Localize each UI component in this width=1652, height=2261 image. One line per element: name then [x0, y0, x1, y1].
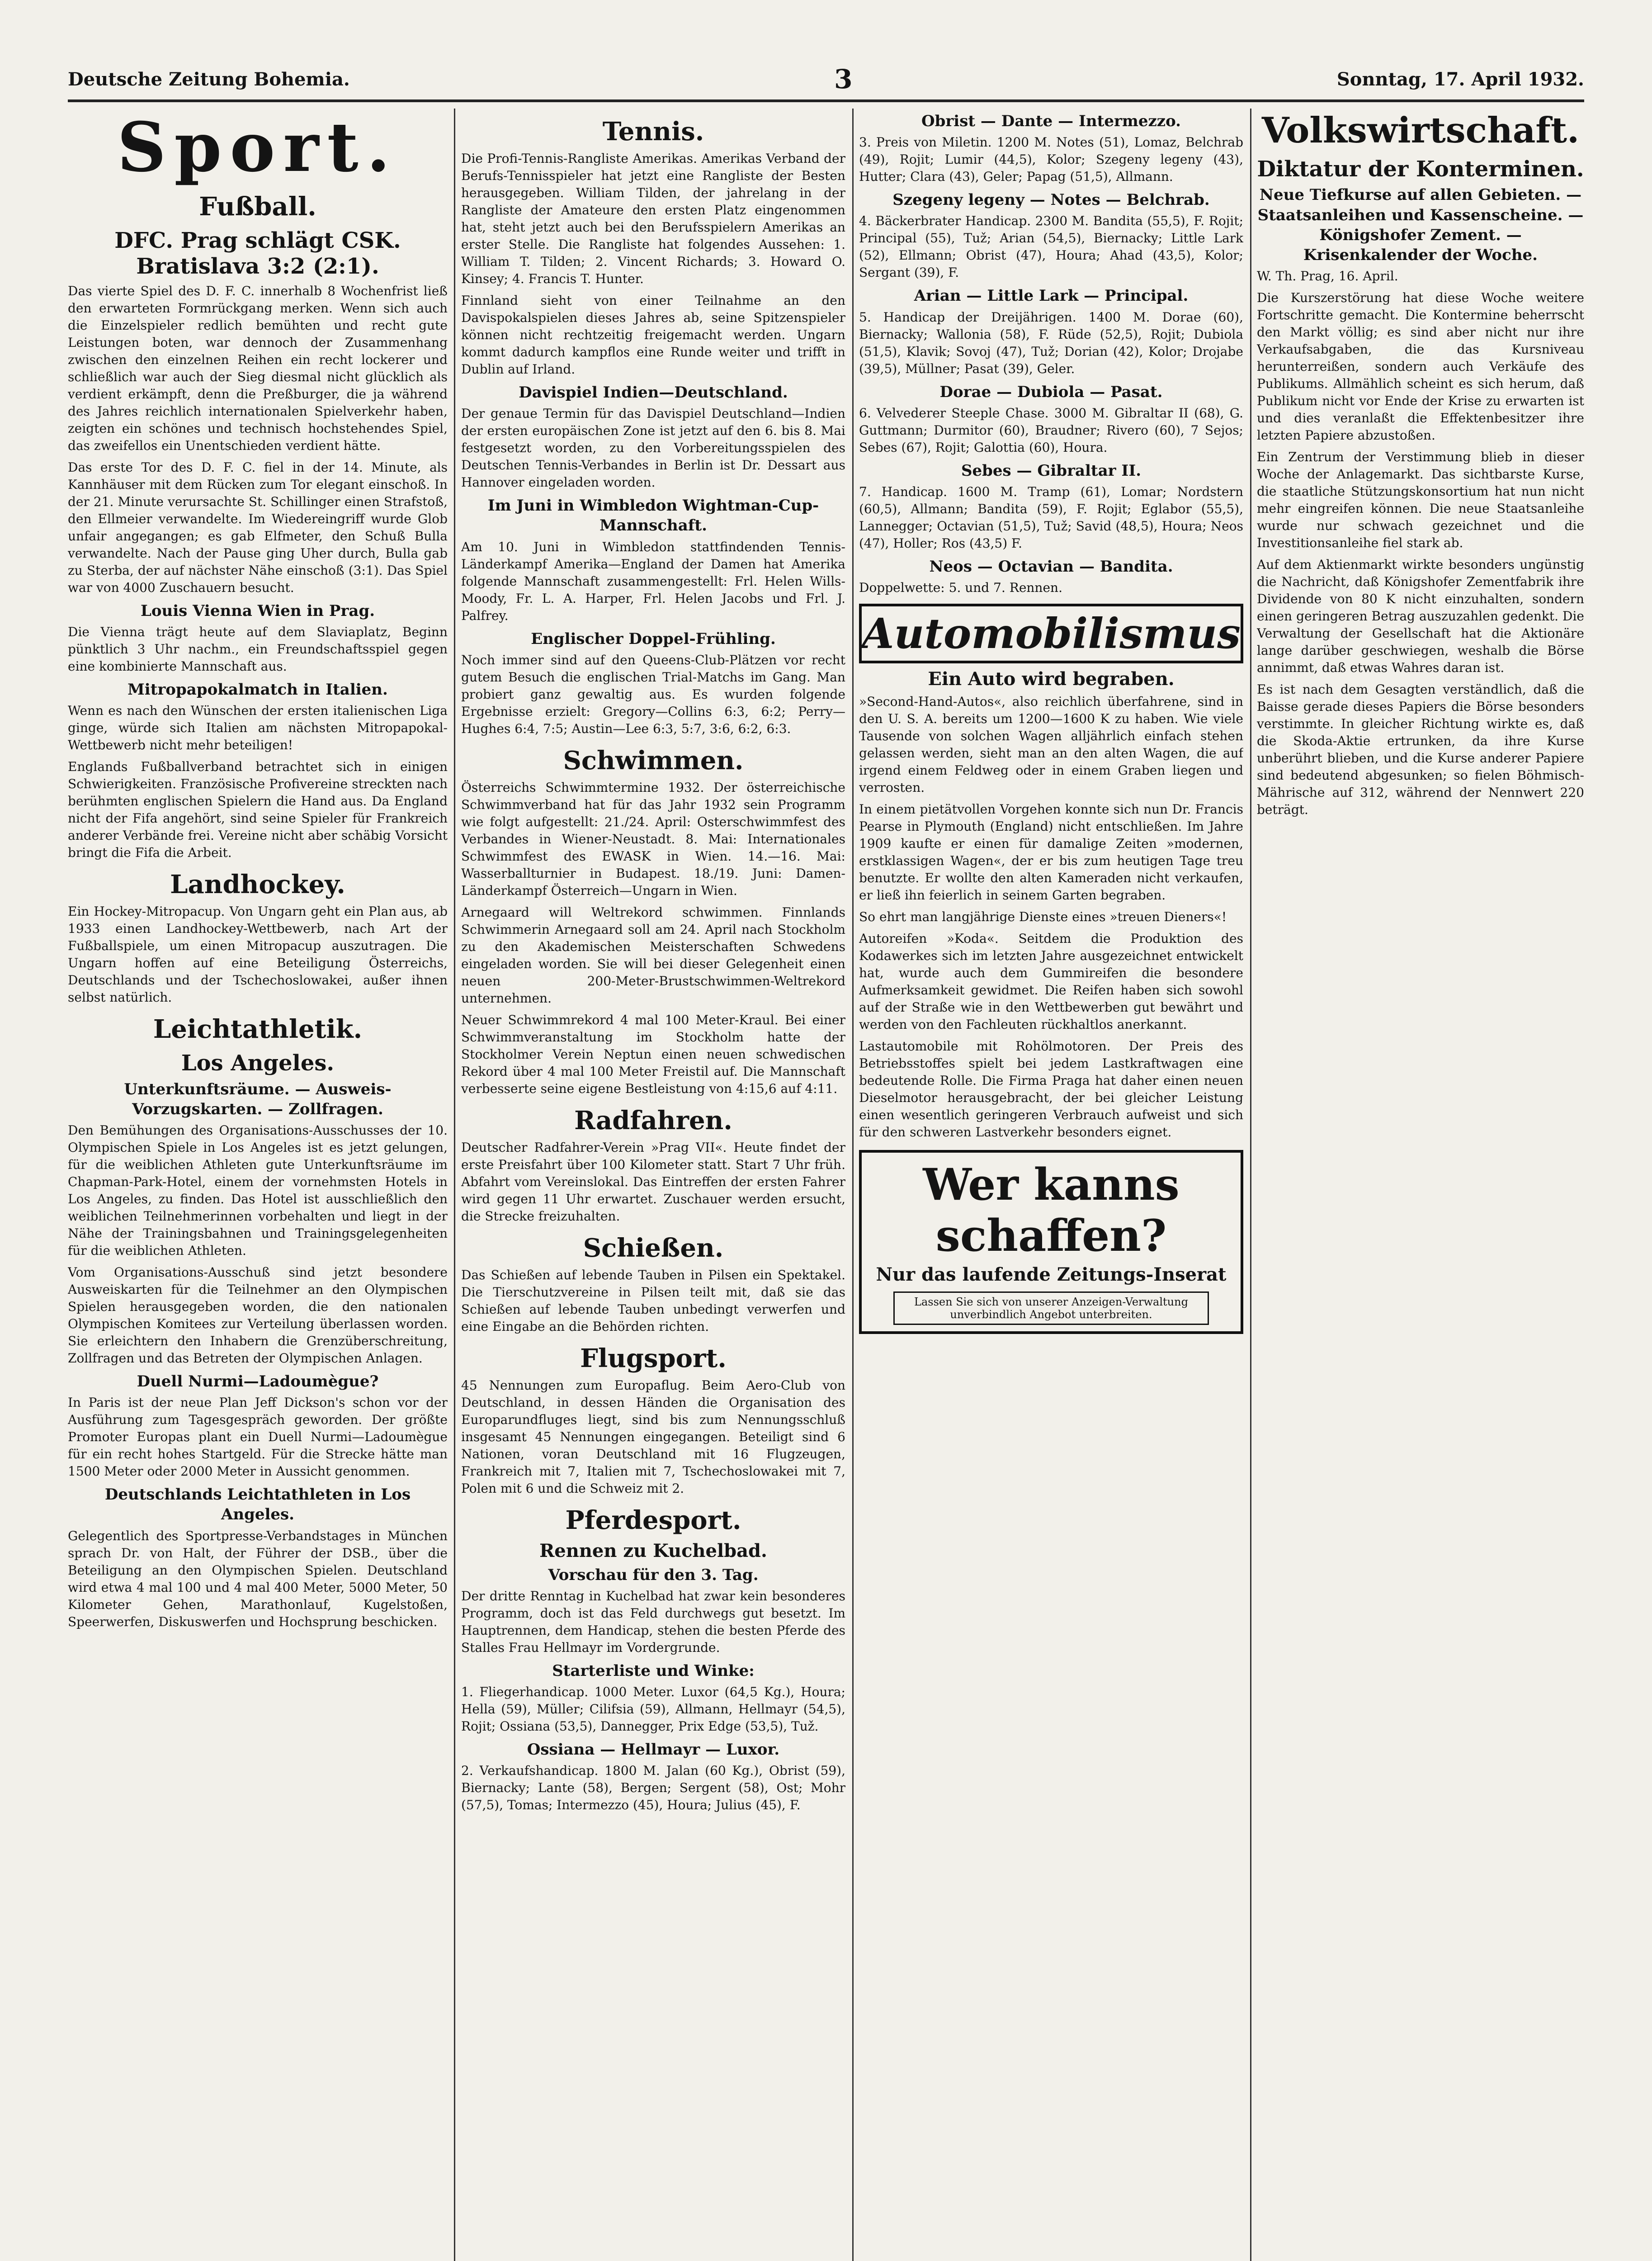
article-paragraph: Englands Fußballverband betrachtet sich in einigen Schwierigkeiten. Französische Profivereine streckten nach berühmten englischen Spielern die Hand aus. Da England nicht der Fifa angehört, sind seine Spieler für Frankreich anderer Verbände frei. Vereine nicht aber schäbig Vorsicht bringt die Fifa die Arbeit.	[68, 759, 448, 861]
race-tip: Ossiana — Hellmayr — Luxor.	[527, 1741, 780, 1759]
subheading: Deutschlands Leichtathleten in Los Angeles.	[104, 1485, 411, 1524]
column-tennis	[461, 109, 845, 2261]
article-paragraph: Österreichs Schwimmtermine 1932. Der österreichische Schwimmverband hat für das Jahr 1932 sein Programm wie folgt aufgestellt: 21./24. April: Osterschwimmfest des Verbandes in Wiener-Neustadt. 8. Mai: Internationales Schwimmfest des EWASK in Wien. 14.—16. Mai: Wasserballturnier in Budapest. 18./19. Juni: Damen-Länderkampf Österreich—Ungarn in Wien.	[461, 780, 845, 898]
article-paragraph: Es ist nach dem Gesagten verständlich, daß die Baisse gerade dieses Papiers die Börse besonders verstimmte. In gleicher Richtung wirkte es, daß die Skoda-Aktie ertrunken, da ihre Kurse unberührt blieben, und die Kurse anderer Papiere sind bedeutend abgesunken; so fielen Böhmisch-Mährische auf 312, während der Nennwert 220 beträgt.	[1257, 682, 1584, 818]
heading-flugsport: Flugsport.	[580, 1343, 727, 1373]
dateline: W. Th. Prag, 16. April.	[1257, 269, 1398, 284]
article-paragraph: In Paris ist der neue Plan Jeff Dickson's schon vor der Ausführung zum Tagesgespräch geworden. Der größte Promoter Europas plant ein Duell Nurmi—Ladoumègue für ein recht hohes Startgeld. Für die Strecke hätte man 1500 Meter oder 2000 Meter in Aussicht genommen.	[68, 1395, 448, 1479]
article-paragraph: Noch immer sind auf den Queens-Club-Plätzen vor recht gutem Besuch die englischen Trial-Matchs im Gang. Man probiert ganz gewaltig aus. Es wurden folgende Ergebnisse erzielt: Gregory—Collins 6:3, 6:2; Perry—Hughes 6:4, 7:5; Austin—Lee 6:3, 5:7, 3:6, 6:2, 6:3.	[461, 652, 845, 736]
article-paragraph: Vom Organisations-Ausschuß sind jetzt besondere Ausweiskarten für die Teilnehmer an den Olympischen Spielen herausgegeben worden, die den nationalen Olympischen Komitees zur Verteilung überlassen worden. Sie erleichtern den Inhabern die Grenzüberschreitung, Zollfragen und das Betreten der Olympischen Anlagen.	[68, 1265, 448, 1366]
subheading: Neue Tiefkurse auf allen Gebieten. — Staatsanleihen und Kassenscheine. — Königshofer Zement. — Krisenkalender der Woche.	[1257, 186, 1584, 264]
article-paragraph: Neuer Schwimmrekord 4 mal 100 Meter-Kraul. Bei einer Schwimmveranstaltung im Stockholm hatte der Stockholmer Verein Neptun einen neuen schwedischen Rekord über 4 mal 100 Meter Freistil auf. Die Mannschaft verbesserte seine eigene Bestleistung von 4:15,6 auf 4:11.	[461, 1012, 845, 1096]
article-paragraph: Arnegaard will Weltrekord schwimmen. Finnlands Schwimmerin Arnegaard soll am 24. April nach Stockholm zu den Akademischen Meisterschaften Schwedens eingeladen worden. Sie will bei dieser Gelegenheit einen neuen 200-Meter-Brustschwimmen-Weltrekord unternehmen.	[461, 904, 845, 1006]
article-paragraph: Wenn es nach den Wünschen der ersten italienischen Liga ginge, würde sich Italien am nächsten Mitropapokal-Wettbewerb nicht mehr beteiligen!	[68, 703, 448, 753]
article-paragraph: Die Profi-Tennis-Rangliste Amerikas. Amerikas Verband der Berufs-Tennisspieler hat jetzt eine Rangliste der Besten herausgegeben. William Tilden, der jahrelang in der Rangliste der Amateure den ersten Platz eingenommen hat, steht jetzt auch bei den Berufsspielern Amerikas an erster Stelle. Die Rangliste hat folgendes Aussehen: 1. William T. Tilden; 2. Vincent Richards; 3. Howard O. Kinsey; 4. Francis T. Hunter.	[461, 151, 845, 286]
header-rule	[68, 99, 1584, 102]
subheading: Davispiel Indien—Deutschland.	[519, 383, 788, 402]
heading-fussball: Fußball.	[199, 191, 316, 222]
column-automobil	[859, 109, 1243, 2261]
article-paragraph: 5. Handicap der Dreijährigen. 1400 M. Dorae (60), Biernacky; Wallonia (58), F. Rüde (52,5), Rojit; Dubiola (51,5), Klavik; Sovoj (47), Tuž; Dorian (42), Kolor; Drojabe (39,5), Müllner; Pasat (39), Geler.	[859, 309, 1243, 376]
article-paragraph: Das vierte Spiel des D. F. C. innerhalb 8 Wochenfrist ließ den erwarteten Formrückgang merken. Wenn sich auch die Einzelspieler redlich bemühten und recht gute Leistungen boten, war dennoch der Zusammenhang zwischen den einzelnen Reihen ein recht lockerer und schließlich war auch der Sieg diesmal nicht glücklich als verdient erkämpft, denn die Preßburger, die ja während des Jahres reichlich internationalen Spielverkehr haben, zeigten ein schönes und technisch hochstehendes Spiel, das zweifellos ein Unentschieden verdient hätte.	[68, 283, 448, 453]
race-tip: Arian — Little Lark — Principal.	[914, 287, 1189, 305]
column-divider	[1250, 109, 1251, 2261]
column-sport	[68, 109, 448, 2261]
article-paragraph: »Second-Hand-Autos«, also reichlich überfahrene, sind in den U. S. A. bereits um 1200—1600 K zu haben. Wie viele Tausende von solchen Wagen alljährlich einfach stehen gelassen werden, sieht man an den alten Wagen, die auf irgend einem Feldweg oder in einem Graben liegen und verrosten.	[859, 694, 1243, 795]
section-title-automobilismus: Automobilismus	[859, 604, 1243, 663]
heading-los-angeles: Los Angeles.	[181, 1050, 335, 1076]
heading-pferdesport: Pferdesport.	[565, 1505, 741, 1535]
article-paragraph: Das erste Tor des D. F. C. fiel in der 14. Minute, als Kannhäuser mit dem Rücken zum Tor elegant einschoß. In der 21. Minute verursachte St. Schillinger einen Strafstoß, den Ellmeier verwandelte. Im Wiedereingriff wurde Glob unfair angegangen; es gab Elfmeter, den Schuß Bulla verwandelte. Nach der Pause ging Uher durch, Bulla gab zu Sterba, der auf nächster Nähe einschoß (3:1). Das Spiel war von 4000 Zuschauern besucht.	[68, 459, 448, 595]
heading-radfahren: Radfahren.	[574, 1105, 732, 1135]
subheading-rennen: Rennen zu Kuchelbad.	[539, 1540, 767, 1561]
article-paragraph: Lastautomobile mit Rohölmotoren. Der Preis des Betriebsstoffes spielt bei jedem Lastkraftwagen eine bedeutende Rolle. Die Firma Praga hat daher einen neuen Dieselmotor herausgebracht, der bei gleicher Leistung einen wesentlich geringeren Verbrauch aufweist und sich für den schweren Lastverkehr besonders eignet.	[859, 1039, 1243, 1140]
paper-name: Deutsche Zeitung Bohemia.	[68, 68, 350, 90]
page-number: 3	[834, 64, 853, 95]
headline-auto: Ein Auto wird begraben.	[928, 668, 1175, 690]
ad-headline: Wer kanns schaffen?	[923, 1159, 1180, 1262]
article-paragraph: 1. Fliegerhandicap. 1000 Meter. Luxor (64,5 Kg.), Houra; Hella (59), Müller; Cilifsia (59), Allmann, Hellmayr (54,5), Rojit; Ossiana (53,5), Dannegger, Prix Edge (53,5), Tuž.	[461, 1684, 845, 1734]
ad-subline: Nur das laufende Zeitungs-Inserat	[876, 1264, 1227, 1286]
article-paragraph: 3. Preis von Miletin. 1200 M. Notes (51), Lomaz, Belchrab (49), Rojit; Lumir (44,5), Kolor; Szegeny legeny (43), Hutter; Clara (43), Geler; Papag (51,5), Allmann.	[859, 135, 1243, 184]
article-paragraph: 7. Handicap. 1600 M. Tramp (61), Lomar; Nordstern (60,5), Allmann; Bandita (59), F. Rojit; Eglabor (55,5), Lannegger; Octavian (51,5), Tuž; Savid (48,5), Houra; Neos (47), Holler; Ros (43,5) F.	[859, 484, 1243, 551]
section-title-sport: Sport.	[117, 109, 398, 187]
issue-date: Sonntag, 17. April 1932.	[1336, 68, 1584, 90]
subheading: Unterkunftsräume. — Ausweis-Vorzugskarten. — Zollfragen.	[124, 1080, 392, 1118]
subheading: Mitropapokalmatch in Italien.	[127, 680, 388, 699]
race-tip: Sebes — Gibraltar II.	[961, 461, 1142, 480]
subheading: Im Juni in Wimbledon Wightman-Cup-Mannschaft.	[487, 497, 819, 535]
doppelwette-note: Doppelwette: 5. und 7. Rennen.	[859, 580, 1062, 596]
article-paragraph: 6. Velvederer Steeple Chase. 3000 M. Gibraltar II (68), G. Guttmann; Durmitor (60), Braudner; Rivero (60), 7 Sejos; Sebes (67), Rojit; Galottia (60), Houra.	[859, 405, 1243, 455]
column-divider	[852, 109, 854, 2261]
race-tip: Obrist — Dante — Intermezzo.	[921, 112, 1181, 130]
article-paragraph: Deutscher Radfahrer-Verein »Prag VII«. Heute findet der erste Preisfahrt über 100 Kilometer statt. Start 7 Uhr früh. Abfahrt vom Vereinslokal. Das Eintreffen der ersten Fahrer wird gegen 11 Uhr erwartet. Zuschauer werden ersucht, die Strecke freizuhalten.	[461, 1140, 845, 1224]
article-paragraph: Finnland sieht von einer Teilnahme an den Davispokalspielen dieses Jahres ab, seine Spitzenspieler können nicht rechtzeitig freigemacht werden. Ungarn kommt dadurch kampflos eine Runde weiter und trifft in Dublin auf Irland.	[461, 293, 845, 377]
advertisement-box	[859, 1150, 1243, 1334]
article-paragraph: Der dritte Renntag in Kuchelbad hat zwar kein besonderes Programm, doch ist das Feld durchwegs gut besetzt. Im Hauptrennen, dem Handicap, stehen die besten Pferde des Stalles Frau Hellmayr im Vordergrunde.	[461, 1588, 845, 1655]
article-paragraph: 45 Nennungen zum Europaflug. Beim Aero-Club von Deutschland, in dessen Händen die Organisation des Europarundfluges liegt, sind bis zum Nennungsschluß insgesamt 45 Nennungen eingegangen. Beteiligt sind 6 Nationen, voran Deutschland mit 16 Flugzeugen, Frankreich mit 7, Italien mit 7, Tschechoslowakei mit 7, Polen mit 6 und die Schweiz mit 2.	[461, 1377, 845, 1496]
column-volkswirtschaft	[1257, 109, 1584, 2261]
column-divider	[454, 109, 455, 2261]
article-paragraph: Auf dem Aktienmarkt wirkte besonders ungünstig die Nachricht, daß Königshofer Zementfabrik ihre Dividende von 80 K nicht einzuhalten, sondern einen geringeren Betrag auszuzahlen gedenkt. Die Verwaltung der Gesellschaft hat die Aktionäre lange darüber geschwiegen, weshalb die Börse annimmt, daß etwas Wahres daran ist.	[1257, 557, 1584, 676]
article-paragraph: Am 10. Juni in Wimbledon stattfindenden Tennis-Länderkampf Amerika—England der Damen hat Amerika folgende Mannschaft zusammengestellt: Frl. Helen Wills-Moody, Fr. L. A. Harper, Frl. Helen Jacobs und Frl. J. Palfrey.	[461, 539, 845, 623]
article-paragraph: Das Schießen auf lebende Tauben in Pilsen ein Spektakel. Die Tierschutzvereine in Pilsen teilt mit, daß sie das Schießen auf lebende Tauben unbedingt verwerfen und eine Eingabe an die Behörden richten.	[461, 1267, 845, 1334]
article-paragraph: Ein Hockey-Mitropacup. Von Ungarn geht ein Plan aus, ab 1933 einen Landhockey-Wettbewerb, nach Art der Fußballspiele, um einen Mitropacup auszutragen. Die Ungarn hoffen auf eine Beteiligung Österreichs, Deutschlands und der Tschechoslowakei, außer ihnen selbst natürlich.	[68, 904, 448, 1005]
subheading-vorschau: Vorschau für den 3. Tag.	[548, 1566, 759, 1584]
subheading: Louis Vienna Wien in Prag.	[140, 601, 375, 620]
article-paragraph: Die Vienna trägt heute auf dem Slaviaplatz, Beginn pünktlich 3 Uhr nachm., ein Freundschaftsspiel gegen eine kombinierte Mannschaft aus.	[68, 624, 448, 674]
headline-match: DFC. Prag schlägt CSK. Bratislava 3:2 (2:1).	[114, 227, 401, 279]
ad-note: Lassen Sie sich von unserer Anzeigen-Verwaltung unverbindlich Angebot unterbreiten.	[893, 1291, 1209, 1325]
heading-schwimmen: Schwimmen.	[563, 745, 744, 776]
article-paragraph: Den Bemühungen des Organisations-Ausschusses der 10. Olympischen Spiele in Los Angeles ist es jetzt gelungen, für die weiblichen Athleten gute Unterkunftsräume im Chapman-Park-Hotel, einem der vornehmsten Hotels in Los Angeles, zu finden. Das Hotel ist ausschließlich den weiblichen Teilnehmerinnen vorbehalten und liegt in der Nähe der Trainingsbahnen und Trainingsgelegenheiten für die weiblichen Athleten.	[68, 1123, 448, 1258]
subheading: Duell Nurmi—Ladoumègue?	[137, 1372, 379, 1391]
section-title-volkswirtschaft: Volkswirtschaft.	[1261, 110, 1580, 151]
article-paragraph: 4. Bäckerbrater Handicap. 2300 M. Bandita (55,5), F. Rojit; Principal (55), Tuž; Arian (54,5), Biernacky; Little Lark (52), Ellmann; Obrist (47), Houra; Ahad (43,5), Kolor; Sergant (39), F.	[859, 213, 1243, 280]
heading-tennis: Tennis.	[602, 117, 704, 147]
article-paragraph: Ein Zentrum der Verstimmung blieb in dieser Woche der Anlagemarkt. Das sichtbarste Kurse, die staatliche Stützungskonsortium hat nun nicht mehr eingreifen können. Die neue Staatsanleihe wurde nur schwach gezeichnet und die Investitionsanleihe fiel stark ab.	[1257, 449, 1584, 551]
article-paragraph: Der genaue Termin für das Davispiel Deutschland—Indien der ersten europäischen Zone ist jetzt auf den 6. bis 8. Mai festgesetzt worden, zu den Vorbereitungsspielen des Deutschen Tennis-Verbandes in Berlin ist Dr. Dessart aus Hannover eingeladen worden.	[461, 406, 845, 490]
article-paragraph: Gelegentlich des Sportpresse-Verbandstages in München sprach Dr. von Halt, der Führer der DSB., über die Beteiligung an den Olympischen Spielen. Deutschland wird etwa 4 mal 100 und 4 mal 400 Meter, 5000 Meter, 50 Kilometer Gehen, Marathonlauf, Kugelstoßen, Speerwerfen, Diskuswerfen und Hochsprung beschicken.	[68, 1528, 448, 1629]
article-paragraph: Die Kurszerstörung hat diese Woche weitere Fortschritte gemacht. Die Kontermine beherrscht den Markt völlig; es sind aber nicht nur ihre Verkaufsabgaben, die das Kursniveau herunterreißen, sondern auch Verkäufe des Publikums. Allmählich scheint es sich herum, daß Publikum nicht vor Ende der Krise zu erwarten ist und dies veranlaßt die Effektenbesitzer ihre letzten Papiere abzustoßen.	[1257, 290, 1584, 443]
heading-landhockey: Landhockey.	[170, 870, 345, 900]
subheading: Englischer Doppel-Frühling.	[531, 629, 776, 648]
race-tip: Neos — Octavian — Bandita.	[929, 557, 1173, 576]
article-paragraph: In einem pietätvollen Vorgehen konnte sich nun Dr. Francis Pearse in Plymouth (England) nicht entschließen. Im Jahre 1909 kaufte er einen für damalige Zeiten »modernen, erstklassigen Wagen«, der er bis zum heutigen Tage treu benutzte. Er wollte den alten Kameraden nicht verkaufen, er ließ ihn feierlich in seinem Garten begraben.	[859, 802, 1243, 903]
heading-leichtathletik: Leichtathletik.	[153, 1014, 363, 1045]
article-paragraph: Autoreifen »Koda«. Seitdem die Produktion des Kodawerkes sich im letzten Jahre ausgezeichnet entwickelt hat, wurde auch dem Gummireifen die besondere Aufmerksamkeit gewidmet. Die Reifen haben sich sowohl auf der Straße wie in den Wettbewerben gut bewährt und werden von den Fachleuten rückhaltlos anerkannt.	[859, 931, 1243, 1032]
article-paragraph: 2. Verkaufshandicap. 1800 M. Jalan (60 Kg.), Obrist (59), Biernacky; Lante (58), Bergen; Sergent (58), Ost; Mohr (57,5), Tomas; Intermezzo (45), Houra; Julius (45), F.	[461, 1763, 845, 1813]
race-tip: Szegeny legeny — Notes — Belchrab.	[892, 191, 1210, 209]
heading-schiessen: Schießen.	[583, 1233, 724, 1263]
masthead	[68, 63, 1584, 95]
subheading-starter: Starterliste und Winke:	[552, 1661, 755, 1680]
article-paragraph: So ehrt man langjährige Dienste eines »treuen Dieners«!	[859, 909, 1227, 925]
race-tip: Dorae — Dubiola — Pasat.	[939, 383, 1163, 401]
headline-kontermine: Diktatur der Konterminen.	[1257, 156, 1584, 182]
